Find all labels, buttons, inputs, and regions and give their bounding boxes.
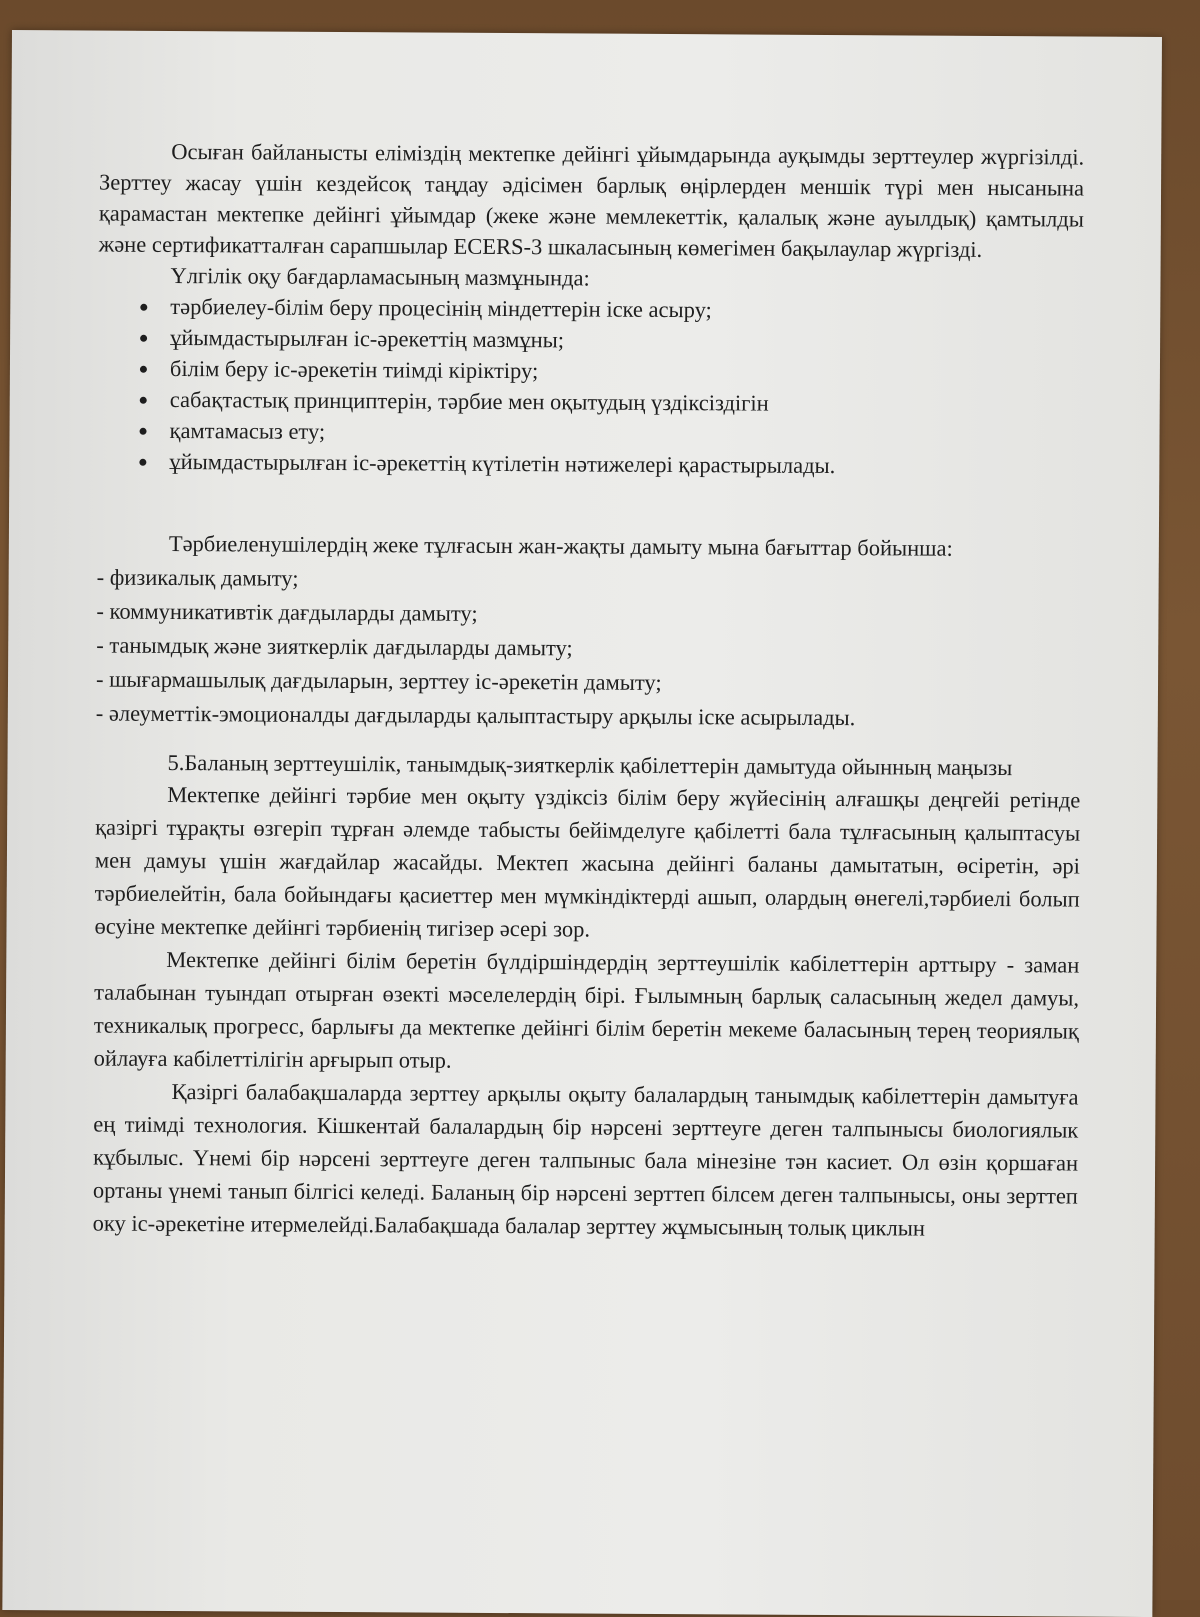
list-item: - танымдық және зияткерлік дағдыларды дамыту;	[96, 632, 573, 661]
paragraph-research-abilities: Мектепке дейінгі білім беретін бүлдіршіндердің зерттеушілік кабілеттерін арттыру - заман талабынан туындап отырған өзекті мәселелердің бірі. Ғылымның барлық саласының жедел дамуы, техникалық прогресс, барлығы да мектепке дейінгі білім беретін мекеме баласының терең теориялық ойлауға кабілеттілігін арғырып отыр.	[93, 946, 1080, 1073]
list-intro: Үлгілік оқу бағдарламасының мазмұнында:	[170, 262, 590, 291]
list-item: - физикалық дамыту;	[96, 564, 299, 591]
list-item: - коммуникативтік дағдыларды дамыту;	[96, 598, 478, 626]
development-intro: Тәрбиеленушілердің жеке тұлғасын жан-жақты дамыту мына бағыттар бойынша:	[168, 530, 953, 561]
list-item: қамтамасыз ету;	[139, 415, 1082, 452]
development-list	[96, 561, 1082, 737]
list-item: - әлеуметтік-эмоционалды дағдыларды қалыптастыру арқылы іске асырылады.	[95, 700, 856, 731]
bullet-icon	[140, 397, 147, 404]
document-body	[93, 136, 1085, 1246]
paragraph-kindergarten: Қазіргі балабақшаларда зерттеу арқылы оқыту балалардың танымдық кабілеттерін дамытуға ең тиімді технология. Кішкентай балалардың бір нәрсені зерттеуге деген талпынысы биологиялык кұбылыс. Үнемі бір нәрсені зерттеуге деген талпыныс бала мінезіне тән касиет. Ол өзін қоршаған ортаны үнемі танып білгісі келеді. Баланың бір нәрсені зерттеп білсем деген талпынысы, оны зерттеп оку іс-әрекетіне итермелейді.Балабақшада балалар зерттеу жұмысының толық циклын	[92, 1078, 1079, 1241]
list-item: ұйымдастырылған іс-әрекеттің мазмұны;	[140, 322, 1083, 359]
section-title: 5.Баланың зерттеушілік, танымдық-зияткерлік қабілеттерін дамытуда ойынның маңызы	[167, 749, 1013, 781]
spacer	[97, 477, 1082, 533]
bullet-icon	[139, 459, 146, 466]
bullet-icon	[140, 335, 147, 342]
list-item: білім беру іс-әрекетін тиімді кіріктіру;	[140, 353, 1083, 390]
program-content-list	[97, 291, 1083, 483]
bullet-icon	[140, 304, 147, 311]
list-item: - шығармашылық дағдыларын, зерттеу іс-әрекетін дамыту;	[95, 666, 662, 695]
paragraph-preschool: Мектепке дейінгі тәрбие мен оқыту үздіксіз білім беру жүйесінің алғашқы деңгейі ретінде қазіргі тұрақты өзгеріп тұрған әлемде табысты бейімделуге қабілетті бала тұлғасының қалыптасуы мен дамуы үшін жағдайлар жасайды. Мектеп жасына дейінгі баланы дамытатын, өсіретін, әрі тәрбиелейтін, бала бойындағы қасиеттер мен мүмкіндіктерді ашып, олардың өнегелі,тәрбиелі болып өсуіне мектепке дейінгі тәрбиенің тигізер әсері зор.	[94, 781, 1081, 942]
bullet-icon	[140, 428, 147, 435]
list-item: тәрбиелеу-білім беру процесінің міндеттерін іске асыру;	[140, 291, 1083, 328]
list-item: сабақтастық принциптерін, тәрбие мен оқытудың үздіксіздігін	[140, 384, 1083, 421]
paper-sheet	[2, 30, 1162, 1617]
bullet-icon	[140, 366, 147, 373]
list-item: ұйымдастырылған іс-әрекеттің күтілетін нәтижелері қарастырылады.	[139, 446, 1082, 483]
paragraph-research: Осыған байланысты еліміздің мектепке дейінгі ұйымдарында ауқымды зерттеулер жүргізілді. Зерттеу жасау үшін кездейсоқ таңдау әдісімен барлық өңірлерден меншік түрі мен нысанына қарамастан мектепке дейінгі ұйымдар (жеке және мемлекеттік, қалалық және ауылдық) қамтылды және сертификатталған сарапшылар ECERS-3 шкаласының көмегімен бақылаулар жүргізді.	[98, 138, 1085, 262]
